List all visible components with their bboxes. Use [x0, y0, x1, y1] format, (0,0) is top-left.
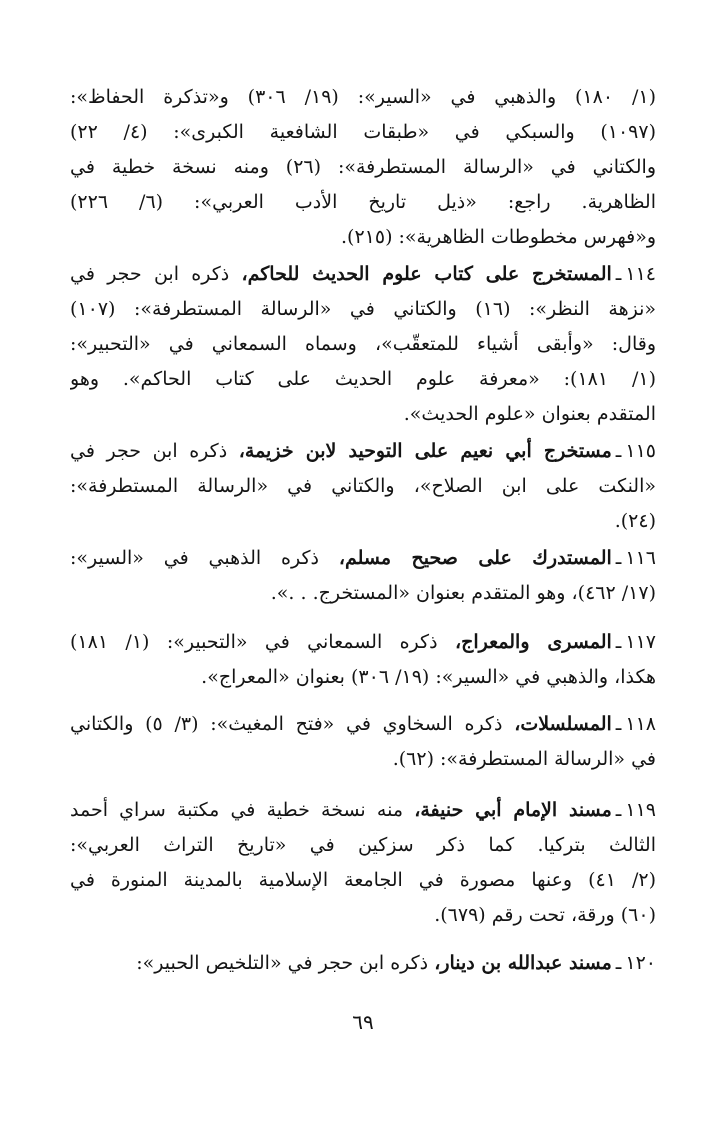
text-line: والكتاني في «الرسالة المستطرفة»: (٢٦) ومنه نسخة خطية في: [70, 156, 656, 178]
entry-118-head: ١١٨ـالمسلسلات، ذكره السخاوي في «فتح المغيث»: (٣/ ٥) والكتاني: [70, 713, 656, 735]
text-line: (١٠٩٧) والسبكي في «طبقات الشافعية الكبرى»: (٤/ ٢٢): [70, 121, 656, 143]
text-line: (١/ ١٨٠) والذهبي في «السير»: (١٩/ ٣٠٦) و«تذكرة الحفاظ»:: [70, 86, 656, 108]
text-line: (٦٠) ورقة، تحت رقم (٦٧٩).: [434, 904, 656, 926]
entry-title: المسلسلات،: [514, 713, 612, 735]
entry-text: ذكره ابن حجر في: [70, 263, 230, 285]
text-line: وقال: «وأبقى أشياء للمتعقّب»، وسماه السمعاني في «التحبير»:: [70, 333, 656, 355]
text-line: «نزهة النظر»: (١٦) والكتاني في «الرسالة المستطرفة»: (١٠٧): [70, 298, 656, 320]
text-line: الثالث بتركيا. كما ذكر سزكين في «تاريخ التراث العربي»:: [70, 834, 656, 856]
entry-text: ذكره السمعاني في «التحبير»: (١/ ١٨١): [70, 631, 438, 653]
entry-title: مسند عبدالله بن دينار،: [434, 952, 612, 974]
entry-title: المستدرك على صحيح مسلم،: [338, 547, 612, 569]
entry-120-head: ١٢٠ـمسند عبدالله بن دينار، ذكره ابن حجر في «التلخيص الحبير»:: [136, 952, 656, 974]
text-line: و«فهرس مخطوطات الظاهرية»: (٢١٥).: [340, 226, 656, 248]
entry-number: ١١٦: [625, 547, 656, 569]
entry-text: ذكره السخاوي في «فتح المغيث»: (٣/ ٥) والكتاني: [70, 713, 503, 735]
text-line: في «الرسالة المستطرفة»: (٦٢).: [392, 748, 656, 770]
entry-number: ١٢٠: [625, 952, 656, 974]
text-line: (٢٤).: [614, 510, 656, 532]
entry-title: مسند الإمام أبي حنيفة،: [414, 799, 612, 821]
entry-number: ١١٩: [625, 799, 656, 821]
entry-115-head: ١١٥ـمستخرج أبي نعيم على التوحيد لابن خزيمة، ذكره ابن حجر في: [70, 440, 656, 462]
entry-text: ذكره ابن حجر في: [70, 440, 228, 462]
entry-114-head: ١١٤ـالمستخرج على كتاب علوم الحديث للحاكم، ذكره ابن حجر في: [70, 263, 656, 285]
text-line: الظاهرية. راجع: «ذيل تاريخ الأدب العربي»: (٦/ ٢٢٦): [70, 191, 656, 213]
entry-title: المستخرج على كتاب علوم الحديث للحاكم،: [241, 263, 612, 285]
entry-119-head: ١١٩ـمسند الإمام أبي حنيفة، منه نسخة خطية في مكتبة سراي أحمد: [70, 799, 656, 821]
entry-number: ١١٤: [625, 263, 656, 285]
entry-text: ذكره ابن حجر في «التلخيص الحبير»:: [136, 952, 429, 974]
entry-text: ذكره الذهبي في «السير»:: [70, 547, 319, 569]
page-number: ٦٩: [352, 1010, 374, 1034]
text-line: (٢/ ٤١) وعنها مصورة في الجامعة الإسلامية بالمدينة المنورة في: [70, 869, 656, 891]
entry-number: ١١٧: [625, 631, 656, 653]
text-line: (١٧/ ٤٦٢)، وهو المتقدم بعنوان «المستخرج. . .».: [270, 582, 656, 604]
entry-title: مستخرج أبي نعيم على التوحيد لابن خزيمة،: [238, 440, 612, 462]
entry-117-head: ١١٧ـالمسرى والمعراج، ذكره السمعاني في «التحبير»: (١/ ١٨١): [70, 631, 656, 653]
entry-title: المسرى والمعراج،: [454, 631, 612, 653]
entry-number: ١١٥: [625, 440, 656, 462]
text-line: هكذا، والذهبي في «السير»: (١٩/ ٣٠٦) بعنوان «المعراج».: [201, 666, 656, 688]
text-line: المتقدم بعنوان «علوم الحديث».: [403, 403, 656, 425]
text-line: «النكت على ابن الصلاح»، والكتاني في «الرسالة المستطرفة»:: [70, 475, 656, 497]
entry-text: منه نسخة خطية في مكتبة سراي أحمد: [70, 799, 404, 821]
entry-116-head: ١١٦ـالمستدرك على صحيح مسلم، ذكره الذهبي في «السير»:: [70, 547, 656, 569]
text-line: (١/ ١٨١): «معرفة علوم الحديث على كتاب الحاكم». وهو: [70, 368, 656, 390]
entry-number: ١١٨: [625, 713, 656, 735]
